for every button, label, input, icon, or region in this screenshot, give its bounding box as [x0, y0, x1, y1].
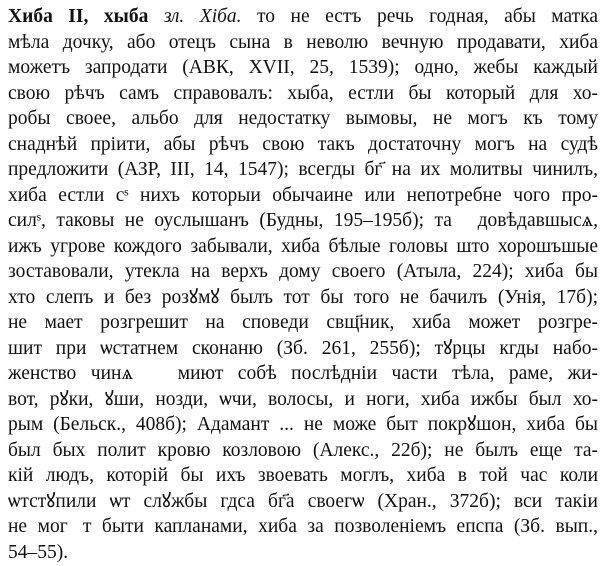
- entry-text-line: свою рѣчъ самъ справовалъ: хыба, естли бы который для хо-: [8, 82, 598, 104]
- entry-text-line: можетъ запродати (АВК, XVII, 25, 1539); одно, жебы каждый: [8, 57, 598, 78]
- entry-text-line: ижъ угрове кождого забывали, хиба бѣлые головы што хорошъшые: [8, 235, 598, 257]
- entry-text-line: хто слепъ и без розꙋмꙋ былъ тот бы того не бачилъ (Унія, 17б);: [8, 286, 598, 308]
- entry-text-line: шит при ѡстатнем сконаню (Зб. 261, 255б); тꙋрцы кгды набо-: [8, 337, 598, 359]
- entry-text-line: вот, рꙋки, ꙋши, нозди, ѡчи, волосы, и ноги, хиба ижбы был хо-: [8, 388, 598, 410]
- headword-variant: хыба: [103, 6, 149, 27]
- entry-text-line: предложити (АЗР, III, 14, 1547); всегды бг҃ на их молитвы чинилъ,: [8, 159, 598, 180]
- headword-separator: ,: [83, 6, 89, 27]
- entry-text-line: зоставовали, утекла на верхъ дому своего (Атыла, 224); хиба бы: [8, 261, 598, 282]
- entry-text-line: мѣла дочку, або отецъ сына в неволю вечную продавати, хиба: [8, 31, 598, 53]
- headword-primary: Хиба II: [8, 6, 84, 27]
- entry-text-line: 54–55).: [8, 541, 69, 563]
- entry-text-line: женство чинѧⷮ ꙋмиют собѣ послѣдніи части тѣла, раме, жи-: [8, 363, 598, 384]
- entry-text-line: ѡтстꙋпили ѡт слꙋжбы гдса бг҃а своегѡ (Хран., 372б); вси такіи: [8, 490, 598, 512]
- entry-text-line: рым (Бельск., 408б); Адамант ... не може быт покрꙋшон, хиба бы: [8, 414, 598, 435]
- entry-text-line: силˢ, таковы не оуслышанъ (Будны, 195–195б); таⷨ довѣдавшысѧ,: [8, 210, 598, 231]
- entry-text-line: то не естъ речь годная, абы матка: [241, 6, 599, 27]
- entry-text-line: снаднѣй пріити, абы рѣчъ свою такъ достаточну могъ на судѣ: [8, 133, 598, 155]
- entry-text-line: не мает розгрешит на споведи свщ҃ник, хиба может розгре-: [8, 312, 598, 333]
- entry-line-1: [8, 4, 598, 30]
- entry-text-line: робы своее, альбо для недостатку вымовы, не могъ къ тому: [8, 108, 598, 129]
- entry-text-line: был бых полит кровю козловою (Алекс., 22б); не былъ еще та-: [8, 439, 598, 461]
- entry-text-line: не мог꙽т быти капланами, хиба за позволеніемъ епспа (Зб. вып.,: [8, 516, 598, 537]
- entry-text-line: хиба естли сˢ нихъ которыи обычаине или непотребне чого про-: [8, 184, 598, 206]
- entry-text-line: кій людъ, которій бы ихъ звоевать моглъ, хиба в той час коли: [8, 465, 598, 486]
- dialect-label: зл. Хіба.: [163, 6, 242, 27]
